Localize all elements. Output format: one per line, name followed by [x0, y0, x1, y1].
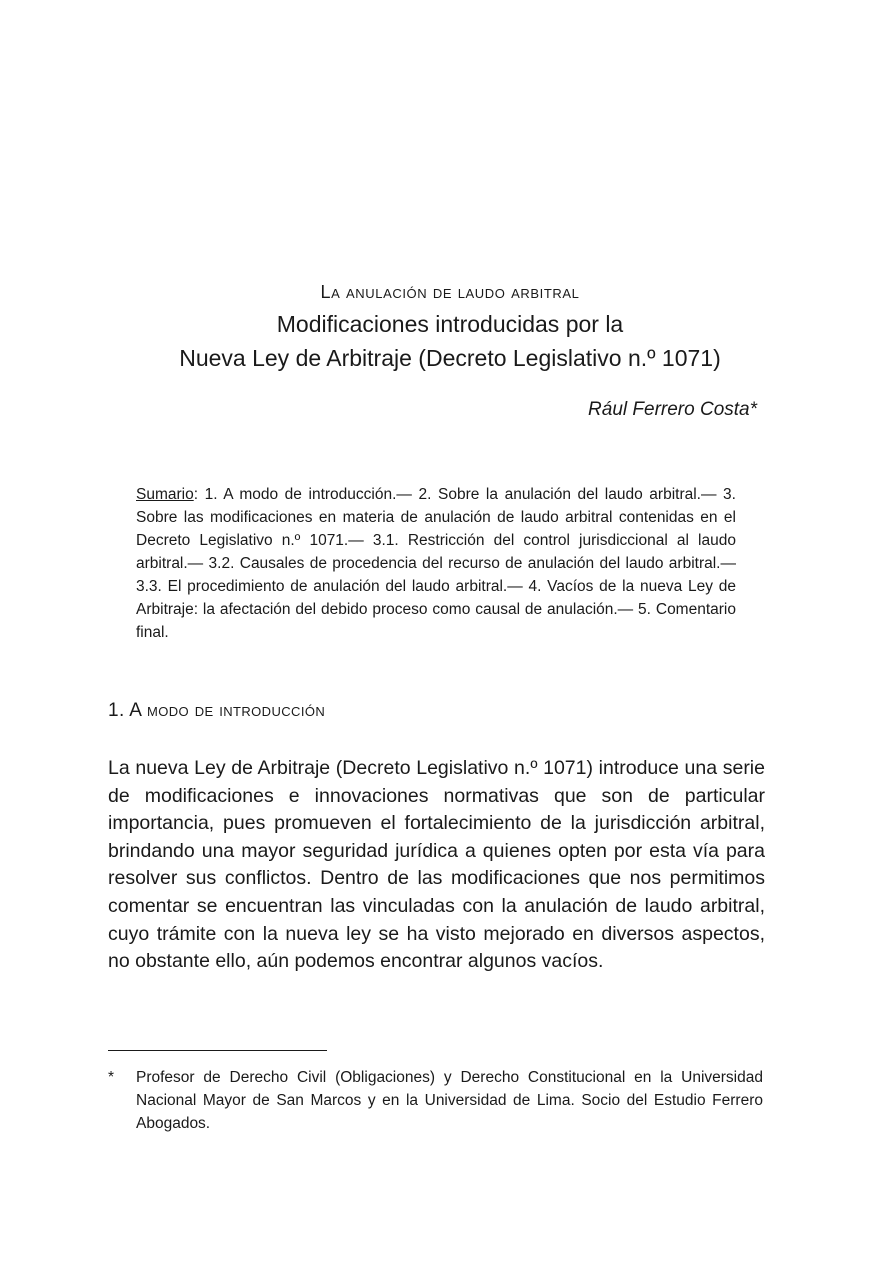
- title-subtitle-line2: Nueva Ley de Arbitraje (Decreto Legislativo n.º 1071): [179, 345, 721, 371]
- footnote-marker: *: [108, 1069, 115, 1086]
- title-main: La anulación de laudo arbitral: [320, 282, 580, 302]
- summary-block: [136, 483, 736, 644]
- footnote-divider: [108, 1050, 327, 1051]
- body-paragraph: La nueva Ley de Arbitraje (Decreto Legislativo n.º 1071) introduce una serie de modificaciones e innovaciones normativas que son de particular importancia, pues promueven el fortalecimiento de la jurisdicción arbitral, brindando una mayor seguridad jurídica a quienes opten por esta vía para resolver sus conflictos. Dentro de las modificaciones que nos permitimos comentar se encuentran las vinculadas con la anulación de laudo arbitral, cuyo trámite con la nueva ley se ha visto mejorado en diversos aspectos, no obstante ello, aún podemos encontrar algunos vacíos.: [108, 757, 765, 973]
- footnote: [108, 1066, 763, 1135]
- summary-text: : 1. A modo de introducción.— 2. Sobre la anulación del laudo arbitral.— 3. Sobre las modificaciones en materia de anulación de laudo arbitral contenidas en el Decreto Legislativo n.º 1071.— 3.1. Restricción del control jurisdiccional al laudo arbitral.— 3.2. Causales de procedencia del recurso de anulación del laudo arbitral.— 3.3. El procedimiento de anulación del laudo arbitral.— 4. Vacíos de la nueva Ley de Arbitraje: la afectación del debido proceso como causal de anulación.— 5. Comentario final.: [136, 486, 736, 641]
- author-name: Rául Ferrero Costa*: [588, 399, 757, 420]
- summary-label: Sumario: [136, 486, 194, 503]
- section-heading: 1. A modo de introducción: [108, 700, 326, 721]
- footnote-text: Profesor de Derecho Civil (Obligaciones) y Derecho Constitucional en la Universidad Nacional Mayor de San Marcos y en la Universidad de Lima. Socio del Estudio Ferrero Abogados.: [136, 1069, 763, 1132]
- title-subtitle-line1: Modificaciones introducidas por la: [276, 311, 624, 337]
- article-title: [100, 277, 800, 375]
